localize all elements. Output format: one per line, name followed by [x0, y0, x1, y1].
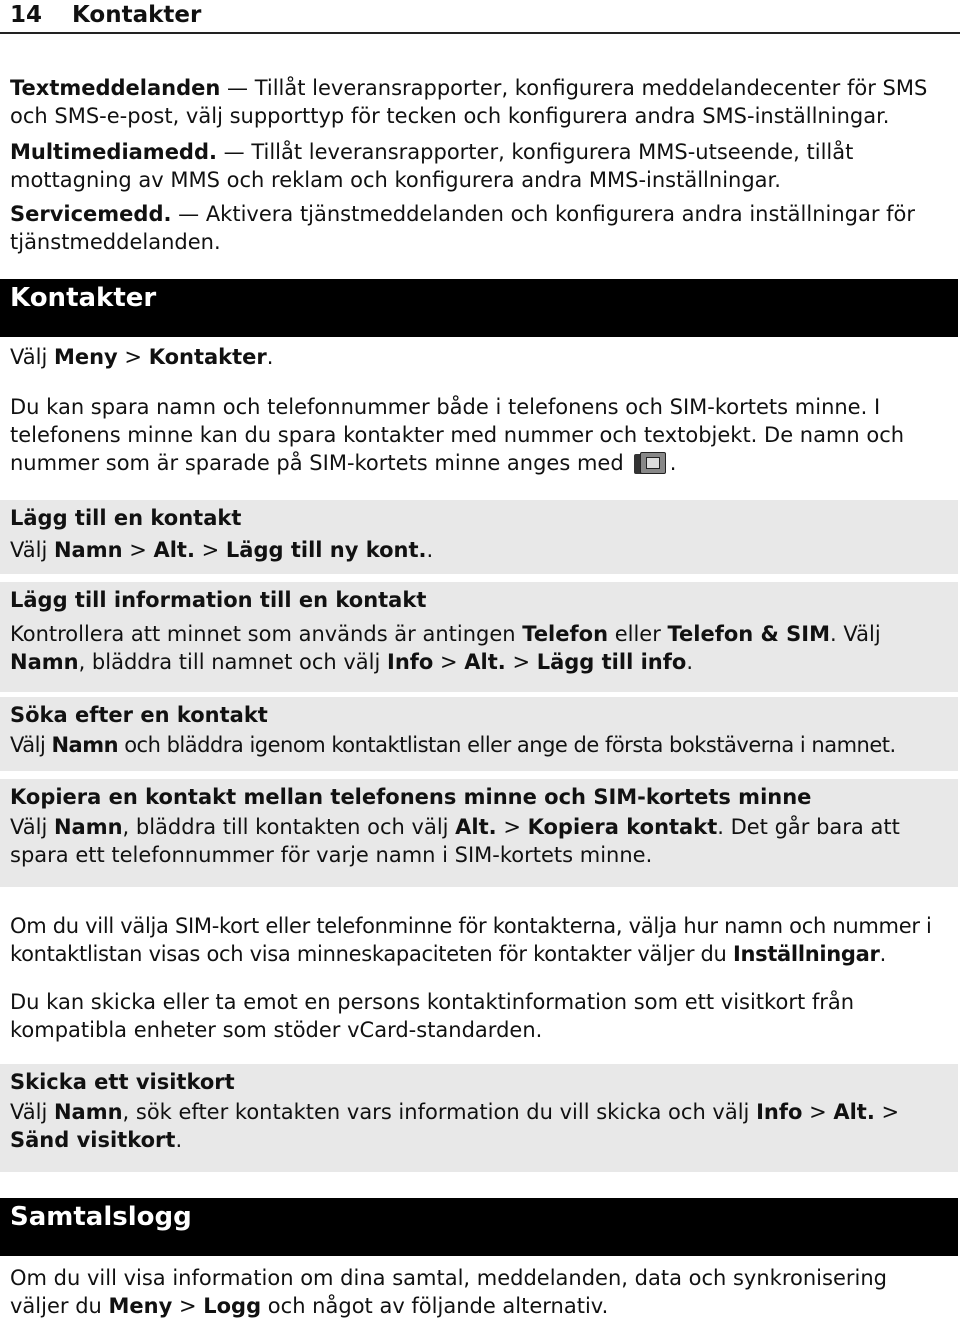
page-header [0, 0, 960, 34]
intro-multimedia: Multimediamedd. — Tillåt leveransrapporter, konfigurera MMS-utseende, tillåt mottagning av MMS och reklam och konfigurera andra MMS-inställningar. [10, 140, 854, 192]
section-bar-kontakter [0, 279, 958, 337]
section-bar-samtalslogg [0, 1198, 958, 1256]
vcard-para: Du kan skicka eller ta emot en persons kontaktinformation som ett visitkort från kompatibla enheter som stöder vCard-standarden. [10, 990, 855, 1042]
sim-card-icon [634, 452, 664, 474]
box-send-card [0, 1064, 958, 1172]
kontakter-memory-para: Du kan spara namn och telefonnummer både i telefonens och SIM-kortets minne. I telefonens minne kan du spara kontakter med nummer och textobjekt. De namn och nummer som är sparade på SIM-kortets minne anges med . [10, 395, 905, 475]
settings-para: Om du vill välja SIM-kort eller telefonminne för kontakterna, välja hur namn och nummer i kontaktlistan visas och visa minneskapaciteten för kontakter väljer du Inställningar. [10, 914, 932, 966]
intro-service: Servicemedd. — Aktivera tjänstmeddelanden och konfigurera andra inställningar för tjänstmeddelanden. [10, 202, 916, 254]
intro-text-messages: Textmeddelanden — Tillåt leveransrapporter, konfigurera meddelandecenter för SMS och SMS-e-post, välj supporttyp för tecken och konfigurera andra SMS-inställningar. [10, 76, 928, 128]
box-copy-title: Kopiera en kontakt mellan telefonens minne och SIM-kortets minne [10, 785, 812, 809]
box-send-title: Skicka ett visitkort [10, 1070, 235, 1094]
section-heading-samtalslogg: Samtalslogg [10, 1202, 192, 1232]
box-info-text: Kontrollera att minnet som används är antingen Telefon eller Telefon & SIM. Välj Namn, bläddra till namnet och välj Info > Alt. > Lägg till info. [10, 622, 881, 674]
box-add-text: Välj Namn > Alt. > Lägg till ny kont.. [10, 538, 434, 562]
kontakter-path: Välj Meny > Kontakter. [10, 345, 274, 369]
samtalslogg-para: Om du vill visa information om dina samtal, meddelanden, data och synkronisering väljer du Meny > Logg och något av följande alternativ. [10, 1266, 887, 1318]
box-send-text: Välj Namn, sök efter kontakten vars information du vill skicka och välj Info > Alt. > Sänd visitkort. [10, 1100, 900, 1152]
page-title: Kontakter [72, 2, 202, 28]
box-info-title: Lägg till information till en kontakt [10, 588, 427, 612]
box-copy-contact [0, 779, 958, 887]
box-add-info [0, 582, 958, 692]
box-add-title: Lägg till en kontakt [10, 506, 242, 530]
term-service: Servicemedd. [10, 202, 172, 226]
box-search-title: Söka efter en kontakt [10, 703, 268, 727]
box-search-contact [0, 697, 958, 771]
box-search-text: Välj Namn och bläddra igenom kontaktlistan eller ange de första bokstäverna i namnet. [10, 733, 896, 757]
box-add-contact [0, 500, 958, 574]
box-copy-text: Välj Namn, bläddra till kontakten och välj Alt. > Kopiera kontakt. Det går bara att spara ett telefonnummer för varje namn i SIM-kortets minne. [10, 815, 900, 867]
page-number: 14 [10, 2, 43, 28]
term-multimedia: Multimediamedd. [10, 140, 217, 164]
section-heading-kontakter: Kontakter [10, 283, 157, 313]
term-text-messages: Textmeddelanden [10, 76, 221, 100]
